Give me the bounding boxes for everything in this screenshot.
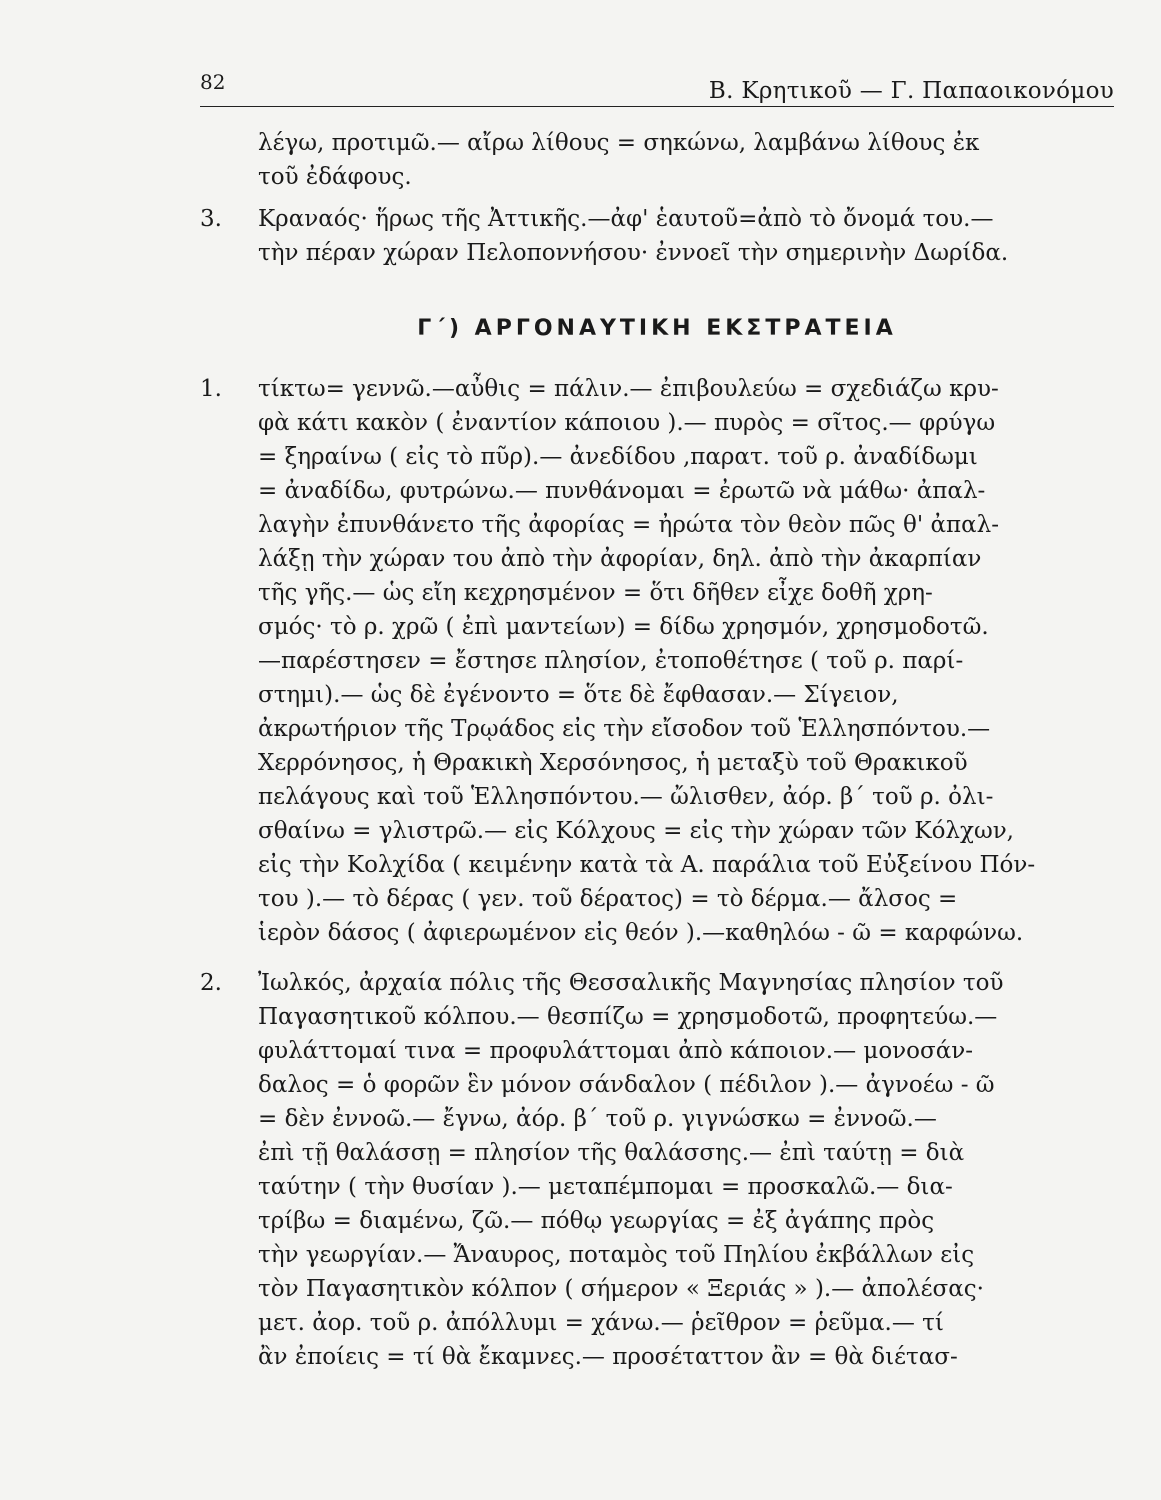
text-line: Χερρόνησος, ἡ Θρακικὴ Χερσόνησος, ἡ μεταξὺ τοῦ Θρακικοῦ bbox=[258, 750, 968, 776]
page-number: 82 bbox=[200, 70, 226, 94]
text-line: πελάγους καὶ τοῦ Ἑλλησπόντου.— ὤλισθεν, ἀόρ. β΄ τοῦ ρ. ὀλι- bbox=[258, 784, 994, 810]
running-head: Β. Κρητικοῦ — Γ. Παπαοικονόμου bbox=[708, 78, 1114, 104]
text-line: Παγασητικοῦ κόλπου.— θεσπίζω = χρησμοδοτῶ, προφητεύω.— bbox=[258, 1004, 998, 1030]
text-line: ἱερὸν δάσος ( ἀφιερωμένον εἰς θεόν ).—καθηλόω - ῶ = καρφώνω. bbox=[258, 920, 1024, 946]
text-line: δαλος = ὁ φορῶν ἓν μόνον σάνδαλον ( πέδιλον ).— ἀγνοέω - ῶ bbox=[258, 1072, 995, 1098]
paragraph-block-a bbox=[200, 126, 1114, 270]
paragraph-block-b bbox=[200, 372, 1114, 950]
text-line: Κραναός· ἥρως τῆς Ἀττικῆς.—ἀφ' ἑαυτοῦ=ἀπὸ τὸ ὄνομά του.— bbox=[258, 206, 994, 232]
item-number: 2. bbox=[200, 970, 222, 996]
text-line: ταύτην ( τὴν θυσίαν ).— μεταπέμπομαι = προσκαλῶ.— δια- bbox=[258, 1174, 953, 1200]
text-line: σμός· τὸ ρ. χρῶ ( ἐπὶ μαντείων) = δίδω χρησμόν, χρησμοδοτῶ. bbox=[258, 614, 989, 640]
text-line: τῆς γῆς.— ὡς εἴη κεχρησμένον = ὅτι δῆθεν εἶχε δοθῆ χρη- bbox=[258, 580, 933, 606]
text-line: λαγὴν ἐπυνθάνετο τῆς ἀφορίας = ἠρώτα τὸν θεὸν πῶς θ' ἀπαλ- bbox=[258, 512, 999, 538]
text-line: φυλάττομαί τινα = προφυλάττομαι ἀπὸ κάποιον.— μονοσάν- bbox=[258, 1038, 973, 1064]
text-line: τὴν γεωργίαν.— Ἄναυρος, ποταμὸς τοῦ Πηλίου ἐκβάλλων εἰς bbox=[258, 1242, 975, 1268]
text-line: φὰ κάτι κακὸν ( ἐναντίον κάποιου ).— πυρὸς = σῖτος.— φρύγω bbox=[258, 410, 996, 436]
section-title: Γ΄) ΑΡΓΟΝΑΥΤΙΚΗ ΕΚΣΤΡΑΤΕΙΑ bbox=[417, 316, 897, 341]
text-line: σθαίνω = γλιστρῶ.— εἰς Κόλχους = εἰς τὴν χώραν τῶν Κόλχων, bbox=[258, 818, 1014, 844]
text-line: = ἀναδίδω, φυτρώνω.— πυνθάνομαι = ἐρωτῶ νὰ μάθω· ἀπαλ- bbox=[258, 478, 986, 504]
item-number: 1. bbox=[200, 376, 222, 402]
text-line: τὸν Παγασητικὸν κόλπον ( σήμερον « Ξεριάς » ).— ἀπολέσας· bbox=[258, 1276, 984, 1302]
text-line: τίκτω= γεννῶ.—αὖθις = πάλιν.— ἐπιβουλεύω = σχεδιάζω κρυ- bbox=[258, 376, 999, 402]
text-line: ἂν ἐποίεις = τί θὰ ἔκαμνες.— προσέταττον ἂν = θὰ διέτασ- bbox=[258, 1344, 958, 1370]
text-line: στημι).— ὡς δὲ ἐγένοντο = ὅτε δὲ ἔφθασαν.— Σίγειον, bbox=[258, 682, 899, 708]
text-line: ἐπὶ τῇ θαλάσσῃ = πλησίον τῆς θαλάσσης.— ἐπὶ ταύτῃ = διὰ bbox=[258, 1140, 965, 1166]
text-line: εἰς τὴν Κολχίδα ( κειμένην κατὰ τὰ Α. παράλια τοῦ Εὐξείνου Πόν- bbox=[258, 852, 1036, 878]
text-line: ἀκρωτήριον τῆς Τρῳάδος εἰς τὴν εἴσοδον τοῦ Ἑλλησπόντου.— bbox=[258, 716, 991, 742]
text-line: του ).— τὸ δέρας ( γεν. τοῦ δέρατος) = τὸ δέρμα.— ἄλσος = bbox=[258, 886, 958, 912]
text-line: μετ. ἀορ. τοῦ ρ. ἀπόλλυμι = χάνω.— ῥεῖθρον = ῥεῦμα.— τί bbox=[258, 1310, 944, 1336]
text-line: Ἰωλκός, ἀρχαία πόλις τῆς Θεσσαλικῆς Μαγνησίας πλησίον τοῦ bbox=[258, 970, 1004, 996]
text-line: —παρέστησεν = ἔστησε πλησίον, ἐτοποθέτησε ( τοῦ ρ. παρί- bbox=[258, 648, 964, 674]
page-header bbox=[200, 66, 1114, 107]
text-line: = δὲν ἐννοῶ.— ἔγνω, ἀόρ. β΄ τοῦ ρ. γιγνώσκω = ἐννοῶ.— bbox=[258, 1106, 937, 1132]
text-line: τοῦ ἐδάφους. bbox=[258, 164, 412, 190]
text-line: τὴν πέραν χώραν Πελοποννήσου· ἐννοεῖ τὴν σημερινὴν Δωρίδα. bbox=[258, 240, 1009, 266]
item-number: 3. bbox=[200, 206, 222, 232]
paragraph-block-c bbox=[200, 966, 1114, 1374]
text-line: λάξῃ τὴν χώραν του ἀπὸ τὴν ἀφορίαν, δηλ. ἀπὸ τὴν ἀκαρπίαν bbox=[258, 546, 982, 572]
text-line: λέγω, προτιμῶ.— αἴρω λίθους = σηκώνω, λαμβάνω λίθους ἐκ bbox=[258, 130, 980, 156]
text-line: = ξηραίνω ( εἰς τὸ πῦρ).— ἀνεδίδου ,παρατ. τοῦ ρ. ἀναδίδωμι bbox=[258, 444, 978, 470]
text-line: τρίβω = διαμένω, ζῶ.— πόθῳ γεωργίας = ἐξ ἀγάπης πρὸς bbox=[258, 1208, 935, 1234]
